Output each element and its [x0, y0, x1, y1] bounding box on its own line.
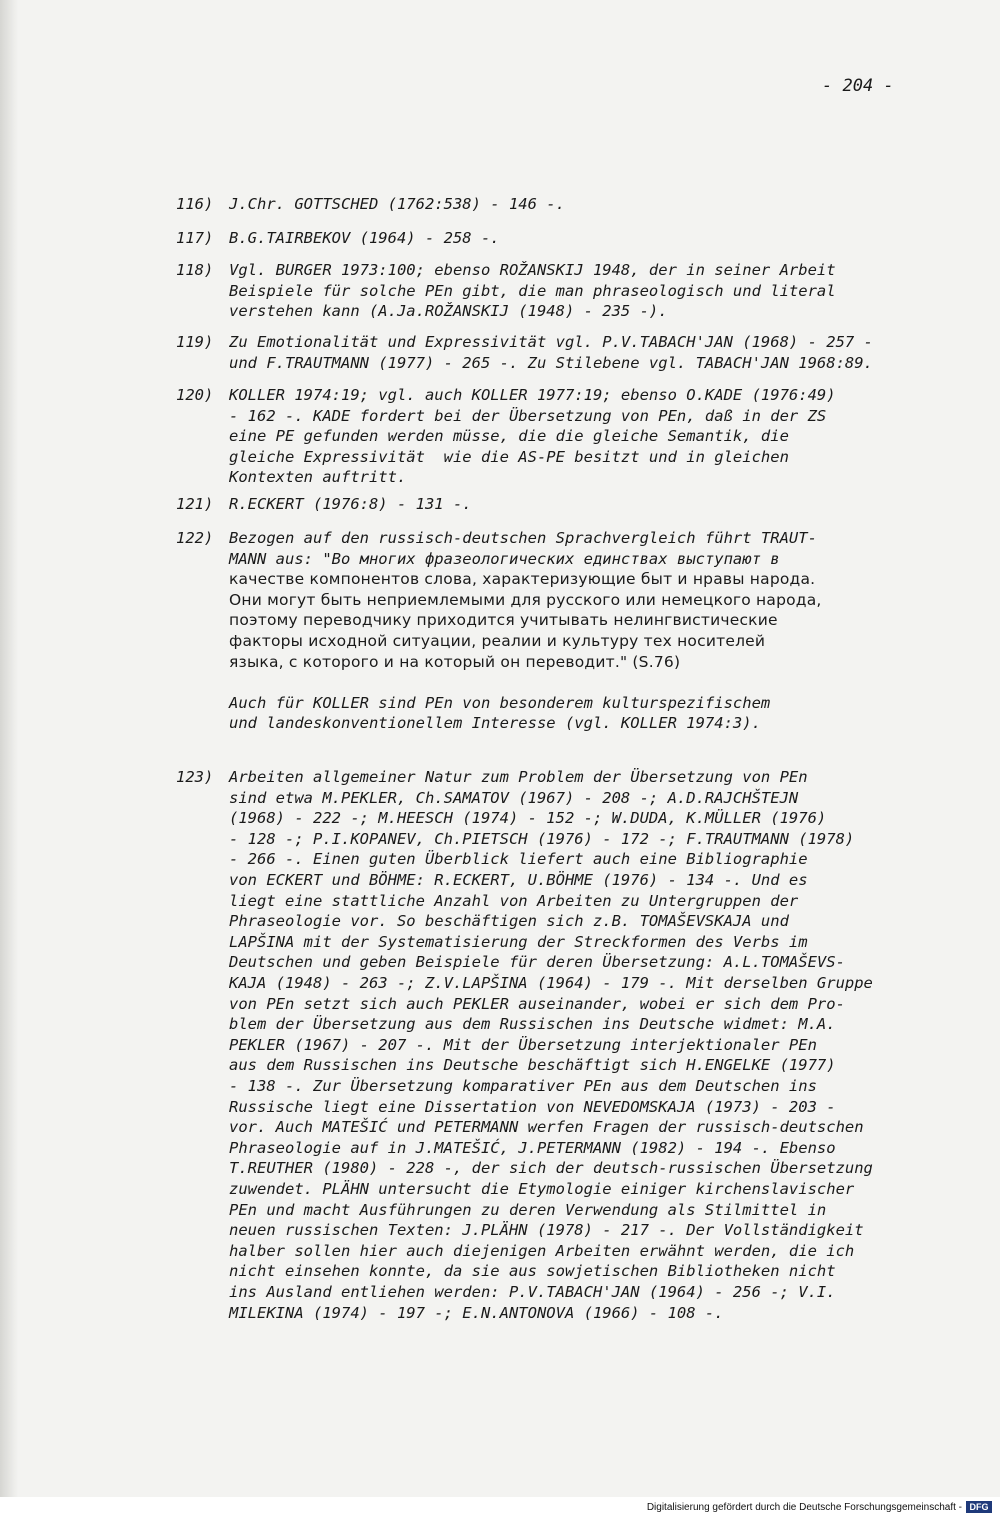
footnote-line: sind etwa M.PEKLER, Ch.SAMATOV (1967) - 208 -; A.D.RAJCHŠTEJN	[229, 788, 799, 807]
footnote-line: Arbeiten allgemeiner Natur zum Problem der Übersetzung von PEn	[229, 768, 808, 786]
footnote-line: Kontexten auftritt.	[229, 468, 407, 487]
dfg-logo-icon: DFG	[966, 1501, 992, 1513]
footnote-line: Они могут быть неприемлемыми для русского или немецкого народа,	[229, 590, 822, 609]
footnote-line: nicht einsehen konnte, da sie aus sowjetischen Bibliotheken nicht	[229, 1262, 836, 1281]
footnote-line: Vgl. BURGER 1973:100; ebenso ROŽANSKIJ 1948, der in seiner Arbeit	[229, 261, 836, 279]
footnote-line: von ECKERT und BÖHME: R.ECKERT, U.BÖHME (1976) - 134 -. Und es	[229, 871, 808, 889]
footnote-line: (1968) - 222 -; M.HEESCH (1974) - 152 -; W.DUDA, K.MÜLLER (1976)	[229, 809, 827, 828]
footnote-line: - 162 -. KADE fordert bei der Übersetzung von PEn, daß in der ZS	[229, 406, 827, 425]
footnote-line: LAPŠINA mit der Systematisierung der Streckformen des Verbs im	[229, 932, 808, 951]
footnote-line: Beispiele für solche PEn gibt, die man phraseologisch und literal	[229, 281, 836, 300]
footnote-line: R.ECKERT (1976:8) - 131 -.	[229, 495, 472, 513]
footnote-line: KAJA (1948) - 263 -; Z.V.LAPŠINA (1964) - 179 -. Mit derselben Gruppe	[229, 974, 873, 992]
footnote-line: von PEn setzt sich auch PEKLER auseinander, wobei er sich dem Pro-	[229, 994, 845, 1013]
footnote-line: - 266 -. Einen guten Überblick liefert auch eine Bibliographie	[229, 850, 808, 869]
binding-shadow	[0, 0, 18, 1497]
footer-text: Digitalisierung gefördert durch die Deutsche Forschungsgemeinschaft -	[646, 1501, 962, 1513]
footnote-line: J.Chr. GOTTSCHED (1762:538) - 146 -.	[229, 195, 565, 213]
footnote-line: zuwendet. PLÄHN untersucht die Etymologie einiger kirchenslavischer	[229, 1180, 855, 1198]
footnote-line: языка, с которого и на который он переводит." (S.76)	[229, 652, 681, 671]
footnote-line: vor. Auch MATEŠIĆ und PETERMANN werfen Fragen der russisch-deutschen	[229, 1118, 864, 1137]
footnote-line: качестве компонентов слова, характеризующие быт и нравы народа.	[229, 570, 816, 589]
footnote-line: Deutschen und geben Beispiele für deren Übersetzung: A.L.TOMAŠEVS-	[229, 953, 845, 972]
footnote-line: Zu Emotionalität und Expressivität vgl. P.V.TABACH'JAN (1968) - 257 -	[229, 333, 873, 351]
footnote-line: B.G.TAIRBEKOV (1964) - 258 -.	[229, 229, 500, 247]
footnote-line: T.REUTHER (1980) - 228 -, der sich der deutsch-russischen Übersetzung	[229, 1159, 873, 1178]
footnote-number: 123)	[176, 768, 214, 786]
footnote-line: Bezogen auf den russisch-deutschen Sprachvergleich führt TRAUT-	[229, 529, 817, 547]
footnote-line: поэтому переводчику приходится учитывать нелингвистические	[229, 611, 778, 630]
footnote-number: 122)	[176, 529, 214, 547]
footnote-number: 116)	[176, 195, 214, 213]
footnote-line: und F.TRAUTMANN (1977) - 265 -. Zu Stilebene vgl. TABACH'JAN 1968:89.	[229, 353, 873, 372]
page-number: - 204 -	[822, 76, 894, 96]
footnote-line: KOLLER 1974:19; vgl. auch KOLLER 1977:19; ebenso O.KADE (1976:49)	[229, 386, 836, 404]
footnote-line: und landeskonventionellem Interesse (vgl. KOLLER 1974:3).	[229, 714, 761, 733]
footnote-line: - 128 -; P.I.KOPANEV, Ch.PIETSCH (1976) - 172 -; F.TRAUTMANN (1978)	[229, 829, 855, 848]
footnote-line: MILEKINA (1974) - 197 -; E.N.ANTONOVA (1966) - 108 -.	[229, 1303, 724, 1322]
footnote-line: Russische liegt eine Dissertation von NEVEDOMSKAJA (1973) - 203 -	[229, 1097, 836, 1116]
footnote-line: PEn und macht Ausführungen zu deren Verwendung als Stilmittel in	[229, 1200, 827, 1219]
footnote-line: eine PE gefunden werden müsse, die die gleiche Semantik, die	[229, 427, 789, 446]
footnote-line: PEKLER (1967) - 207 -. Mit der Übersetzung interjektionaler PEn	[229, 1035, 817, 1054]
footnote-line: blem der Übersetzung aus dem Russischen ins Deutsche widmet: M.A.	[229, 1015, 836, 1034]
footnote-line: neuen russischen Texten: J.PLÄHN (1978) - 217 -. Der Vollständigkeit	[229, 1221, 864, 1240]
footnote-line: gleiche Expressivität wie die AS-PE besitzt und in gleichen	[229, 447, 789, 466]
footnote-line: Phraseologie auf in J.MATEŠIĆ, J.PETERMANN (1982) - 194 -. Ebenso	[229, 1138, 836, 1157]
footnote-line: - 138 -. Zur Übersetzung komparativer PEn aus dem Deutschen ins	[229, 1077, 817, 1095]
footnote-line: aus dem Russischen ins Deutsche beschäftigt sich H.ENGELKE (1977)	[229, 1056, 836, 1075]
footnote-line: факторы исходной ситуации, реалии и культуру тех носителей	[229, 632, 766, 650]
footnote-number: 119)	[176, 333, 214, 351]
footer	[647, 1499, 992, 1515]
footnote-line: MANN aus: "Во многих фразеологических единствах выступают в	[229, 549, 780, 568]
footnote-line: verstehen kann (A.Ja.ROŽANSKIJ (1948) - 235 -).	[229, 302, 668, 321]
footnote-line: liegt eine stattliche Anzahl von Arbeiten zu Untergruppen der	[229, 891, 799, 910]
footnote-line: Phraseologie vor. So beschäftigen sich z.B. TOMAŠEVSKAJA und	[229, 912, 789, 931]
footnote-line: halber sollen hier auch diejenigen Arbeiten erwähnt werden, die ich	[229, 1241, 855, 1260]
footnote-number: 120)	[176, 386, 214, 404]
footnote-line: Auch für KOLLER sind PEn von besonderem kulturspezifischem	[229, 693, 771, 712]
footnote-line: ins Ausland entliehen werden: P.V.TABACH'JAN (1964) - 256 -; V.I.	[229, 1283, 836, 1301]
footnote-number: 121)	[176, 495, 214, 513]
footnote-number: 117)	[176, 229, 214, 247]
footnote-number: 118)	[176, 261, 214, 279]
